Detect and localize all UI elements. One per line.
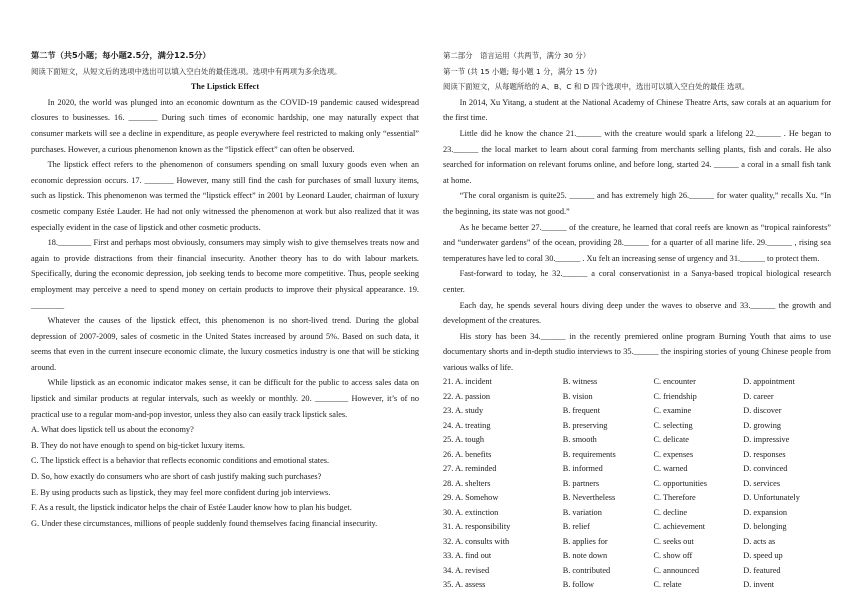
choice-option: C. friendship bbox=[653, 391, 697, 401]
choice-option: D. Unfortunately bbox=[743, 493, 800, 503]
choice-option: 30. A. extinction bbox=[443, 507, 499, 517]
choice-option: D. impressive bbox=[743, 435, 790, 445]
section-title: 第一节 (共 15 小题; 每小题 1 分，满分 15 分) bbox=[443, 66, 598, 76]
choice-option: 34. A. revised bbox=[443, 565, 490, 575]
choice-option: C. seeks out bbox=[653, 536, 694, 546]
left-column bbox=[31, 48, 419, 531]
choice-option: C. delicate bbox=[653, 435, 689, 445]
choice-option: D. convinced bbox=[743, 464, 788, 474]
choice-row bbox=[443, 433, 831, 448]
paragraph: In 2020, the world was plunged into an economic downturn as the COVID-19 pandemic caused widespread closures to businesses. 16. _______ During such times of economic hardship, one may naturally expect that consumer markets will see a decline in expenditure, as people everywhere feel restricted to making only “essential” purchases. However, a curious phenomenon known as the “lipstick effect” can often be observed. bbox=[31, 97, 419, 154]
choice-option: D. speed up bbox=[743, 551, 783, 561]
paragraph: In 2014, Xu Yitang, a student at the National Academy of Chinese Theatre Arts, saw corals at an aquarium for the first time. bbox=[443, 97, 831, 123]
choice-option: D. discover bbox=[743, 406, 782, 416]
right-column bbox=[443, 48, 831, 593]
choice-option: D. invent bbox=[743, 580, 775, 590]
choice-option: B. follow bbox=[562, 580, 595, 590]
choice-option: 26. A. benefits bbox=[443, 449, 492, 459]
choice-option: C. Therefore bbox=[653, 493, 696, 503]
choice-row bbox=[443, 390, 831, 405]
choice-option: B. vision bbox=[562, 391, 593, 401]
choice-row bbox=[443, 477, 831, 492]
choice-option: 28. A. shelters bbox=[443, 478, 491, 488]
choice-option: B. contributed bbox=[562, 565, 611, 575]
choice-option: D. featured bbox=[743, 565, 781, 575]
choice-option: D. acts as bbox=[743, 536, 776, 546]
option: F. As a result, the lipstick indicator helps the chair of Estée Lauder know how to plan his budget. bbox=[31, 503, 352, 513]
choice-row bbox=[443, 535, 831, 550]
choice-option: 22. A. passion bbox=[443, 391, 491, 401]
option: E. By using products such as lipstick, they may feel more confident during job interviews. bbox=[31, 487, 331, 497]
choice-option: 25. A. tough bbox=[443, 435, 485, 445]
choice-option: 23. A. study bbox=[443, 406, 484, 416]
choice-row bbox=[443, 404, 831, 419]
choice-row bbox=[443, 564, 831, 579]
choice-option: D. belonging bbox=[743, 522, 787, 532]
choice-option: B. variation bbox=[562, 507, 602, 517]
choice-option: D. career bbox=[743, 391, 774, 401]
choice-option: C. relate bbox=[653, 580, 682, 590]
instructions: 阅读下面短文，从每题所给的 A、B、C 和 D 四个选项中，选出可以填入空白处的最佳 选项。 bbox=[443, 82, 750, 92]
choice-option: D. expansion bbox=[743, 507, 788, 517]
choices-table bbox=[443, 375, 831, 593]
choice-option: D. appointment bbox=[743, 377, 795, 387]
choice-option: C. show off bbox=[653, 551, 693, 561]
choice-option: C. encounter bbox=[653, 377, 696, 387]
choice-row bbox=[443, 549, 831, 564]
choice-option: C. warned bbox=[653, 464, 688, 474]
choice-option: B. note down bbox=[562, 551, 608, 561]
paragraph: His story has been 34.______ in the recently premiered online program Burning Youth that aims to use documentary shorts and in-depth studio interviews to 35.______ the inspiring stories of young Chinese people from various walks of life. bbox=[443, 331, 831, 372]
choice-option: 27. A. reminded bbox=[443, 464, 497, 474]
choice-option: B. applies for bbox=[562, 536, 608, 546]
choice-row bbox=[443, 506, 831, 521]
paragraph: While lipstick as an economic indicator makes sense, it can be difficult for the public to access sales data on lipstick and similar products at regular intervals, such as weekly or monthly. 20. ________ However, it’s of no practical use to a regular mom-and-pop investor, unless they also can easily track lipstick sales. bbox=[31, 378, 419, 419]
choice-row bbox=[443, 578, 831, 593]
choice-option: B. Nevertheless bbox=[562, 493, 616, 503]
choice-row bbox=[443, 375, 831, 390]
choice-option: D. services bbox=[743, 478, 781, 488]
choice-option: C. achievement bbox=[653, 522, 706, 532]
paragraph: Whatever the causes of the lipstick effect, this phenomenon is no short-lived trend. During the global depression of 2007-2009, sales of cosmetic in the United States increased by around 5%. Based on such data, it seems that even in the current insecure economic climate, the luxury cosmetics industry is one that will be sticking around. bbox=[31, 316, 419, 372]
choice-option: C. expenses bbox=[653, 449, 694, 459]
choice-row bbox=[443, 448, 831, 463]
choice-row bbox=[443, 462, 831, 477]
part-title: 第二部分 语言运用（共两节，满分 30 分） bbox=[443, 51, 591, 60]
paragraph: The lipstick effect refers to the phenomenon of consumers spending on small luxury goods even when an economic depression occurs. 17. _______ However, many still find the cash for purchases of small luxury items, such as lipstick. This phenomenon was termed the “lipstick effect” in 2001 by Leonard Lauder, chairman of luxury cosmetic company Estée Lauder. He had not only witnessed the phenomenon at work but also realized that it was especially evident in the case of lipstick and other cosmetic products. bbox=[31, 160, 419, 232]
choice-option: D. responses bbox=[743, 449, 786, 459]
paragraph: “The coral organism is quite25. ______ and has extremely high 26.______ for water quality,” recalls Xu. “In the beginning, its state was not good.” bbox=[443, 191, 831, 216]
section-title: 第二节（共5小题；每小题2.5分，满分12.5分） bbox=[31, 50, 211, 60]
choice-option: 33. A. find out bbox=[443, 551, 492, 561]
option: D. So, how exactly do consumers who are short of cash justify making such purchases? bbox=[31, 472, 322, 482]
choice-option: B. requirements bbox=[562, 449, 616, 459]
paragraph: As he became better 27.______ of the creature, he learned that coral reefs are known as “tropical rainforests” and “underwater gardens” of the ocean, providing 28.______ for a quarter of all marine life. 29.______ , rising sea temperatures have led to coral 30.______ . Xu felt an increasing sense of urgency and 31.______ to protect them. bbox=[443, 222, 831, 263]
paragraph: Little did he know the chance 21.______ with the creature would spark a lifelong 22.______ . He began to 23.______ the local market to learn about coral farming from merchants selling plants, fish and corals. He also searched for information on relevant forums online, and before long, started 24. ______ a coral in a small fish tank at home. bbox=[443, 128, 831, 185]
choice-option: 29. A. Somehow bbox=[443, 493, 499, 503]
choice-option: C. announced bbox=[653, 565, 700, 575]
option: C. The lipstick effect is a behavior that reflects economic conditions and emotional states. bbox=[31, 456, 330, 466]
choice-option: 32. A. consults with bbox=[443, 536, 510, 546]
choice-option: D. growing bbox=[743, 420, 782, 430]
choice-option: 24. A. treating bbox=[443, 420, 491, 430]
choice-option: 21. A. incident bbox=[443, 377, 492, 387]
paragraph: Each day, he spends several hours diving deep under the waves to observe and 33.______ the growth and development of the creatures. bbox=[443, 300, 831, 326]
choice-option: B. informed bbox=[562, 464, 603, 474]
choice-option: 35. A. assess bbox=[443, 580, 486, 590]
choice-option: B. partners bbox=[562, 478, 600, 488]
choice-option: B. frequent bbox=[562, 406, 601, 416]
choice-row bbox=[443, 491, 831, 506]
passage-title: The Lipstick Effect bbox=[190, 82, 260, 92]
paragraph: Fast-forward to today, he 32.______ a coral conservationist in a Sanya-based tropical biological research center. bbox=[443, 269, 831, 294]
option: G. Under these circumstances, millions of people suddenly found themselves facing financial insecurity. bbox=[31, 518, 378, 528]
choice-option: B. smooth bbox=[562, 435, 597, 445]
choice-option: B. witness bbox=[562, 377, 598, 387]
choice-option: C. examine bbox=[653, 406, 692, 416]
paragraph: 18.________ First and perhaps most obviously, consumers may simply wish to give themselves treats now and again to provide distractions from their financial insecurity. Another theory has to do with labour markets. Specifically, during the economic depression, job seeking tends to become more competitive. Thus, people seeking employment may perceive a need to spend money on certain products to improve their physical appearance. 19. ________ bbox=[31, 238, 419, 310]
choice-option: C. opportunities bbox=[653, 478, 707, 488]
option: A. What does lipstick tell us about the economy? bbox=[31, 425, 194, 435]
choice-option: 31. A. responsibility bbox=[443, 522, 511, 532]
instructions: 阅读下面短文，从短文后的选项中选出可以填入空白处的最佳选项。选项中有两项为多余选项。 bbox=[31, 66, 342, 76]
option: B. They do not have enough to spend on big-ticket luxury items. bbox=[31, 440, 245, 450]
choice-option: B. relief bbox=[562, 522, 590, 532]
choice-option: C. selecting bbox=[653, 420, 693, 430]
choice-row bbox=[443, 419, 831, 434]
choice-option: C. decline bbox=[653, 507, 688, 517]
choice-option: B. preserving bbox=[562, 420, 608, 430]
choice-row bbox=[443, 520, 831, 535]
